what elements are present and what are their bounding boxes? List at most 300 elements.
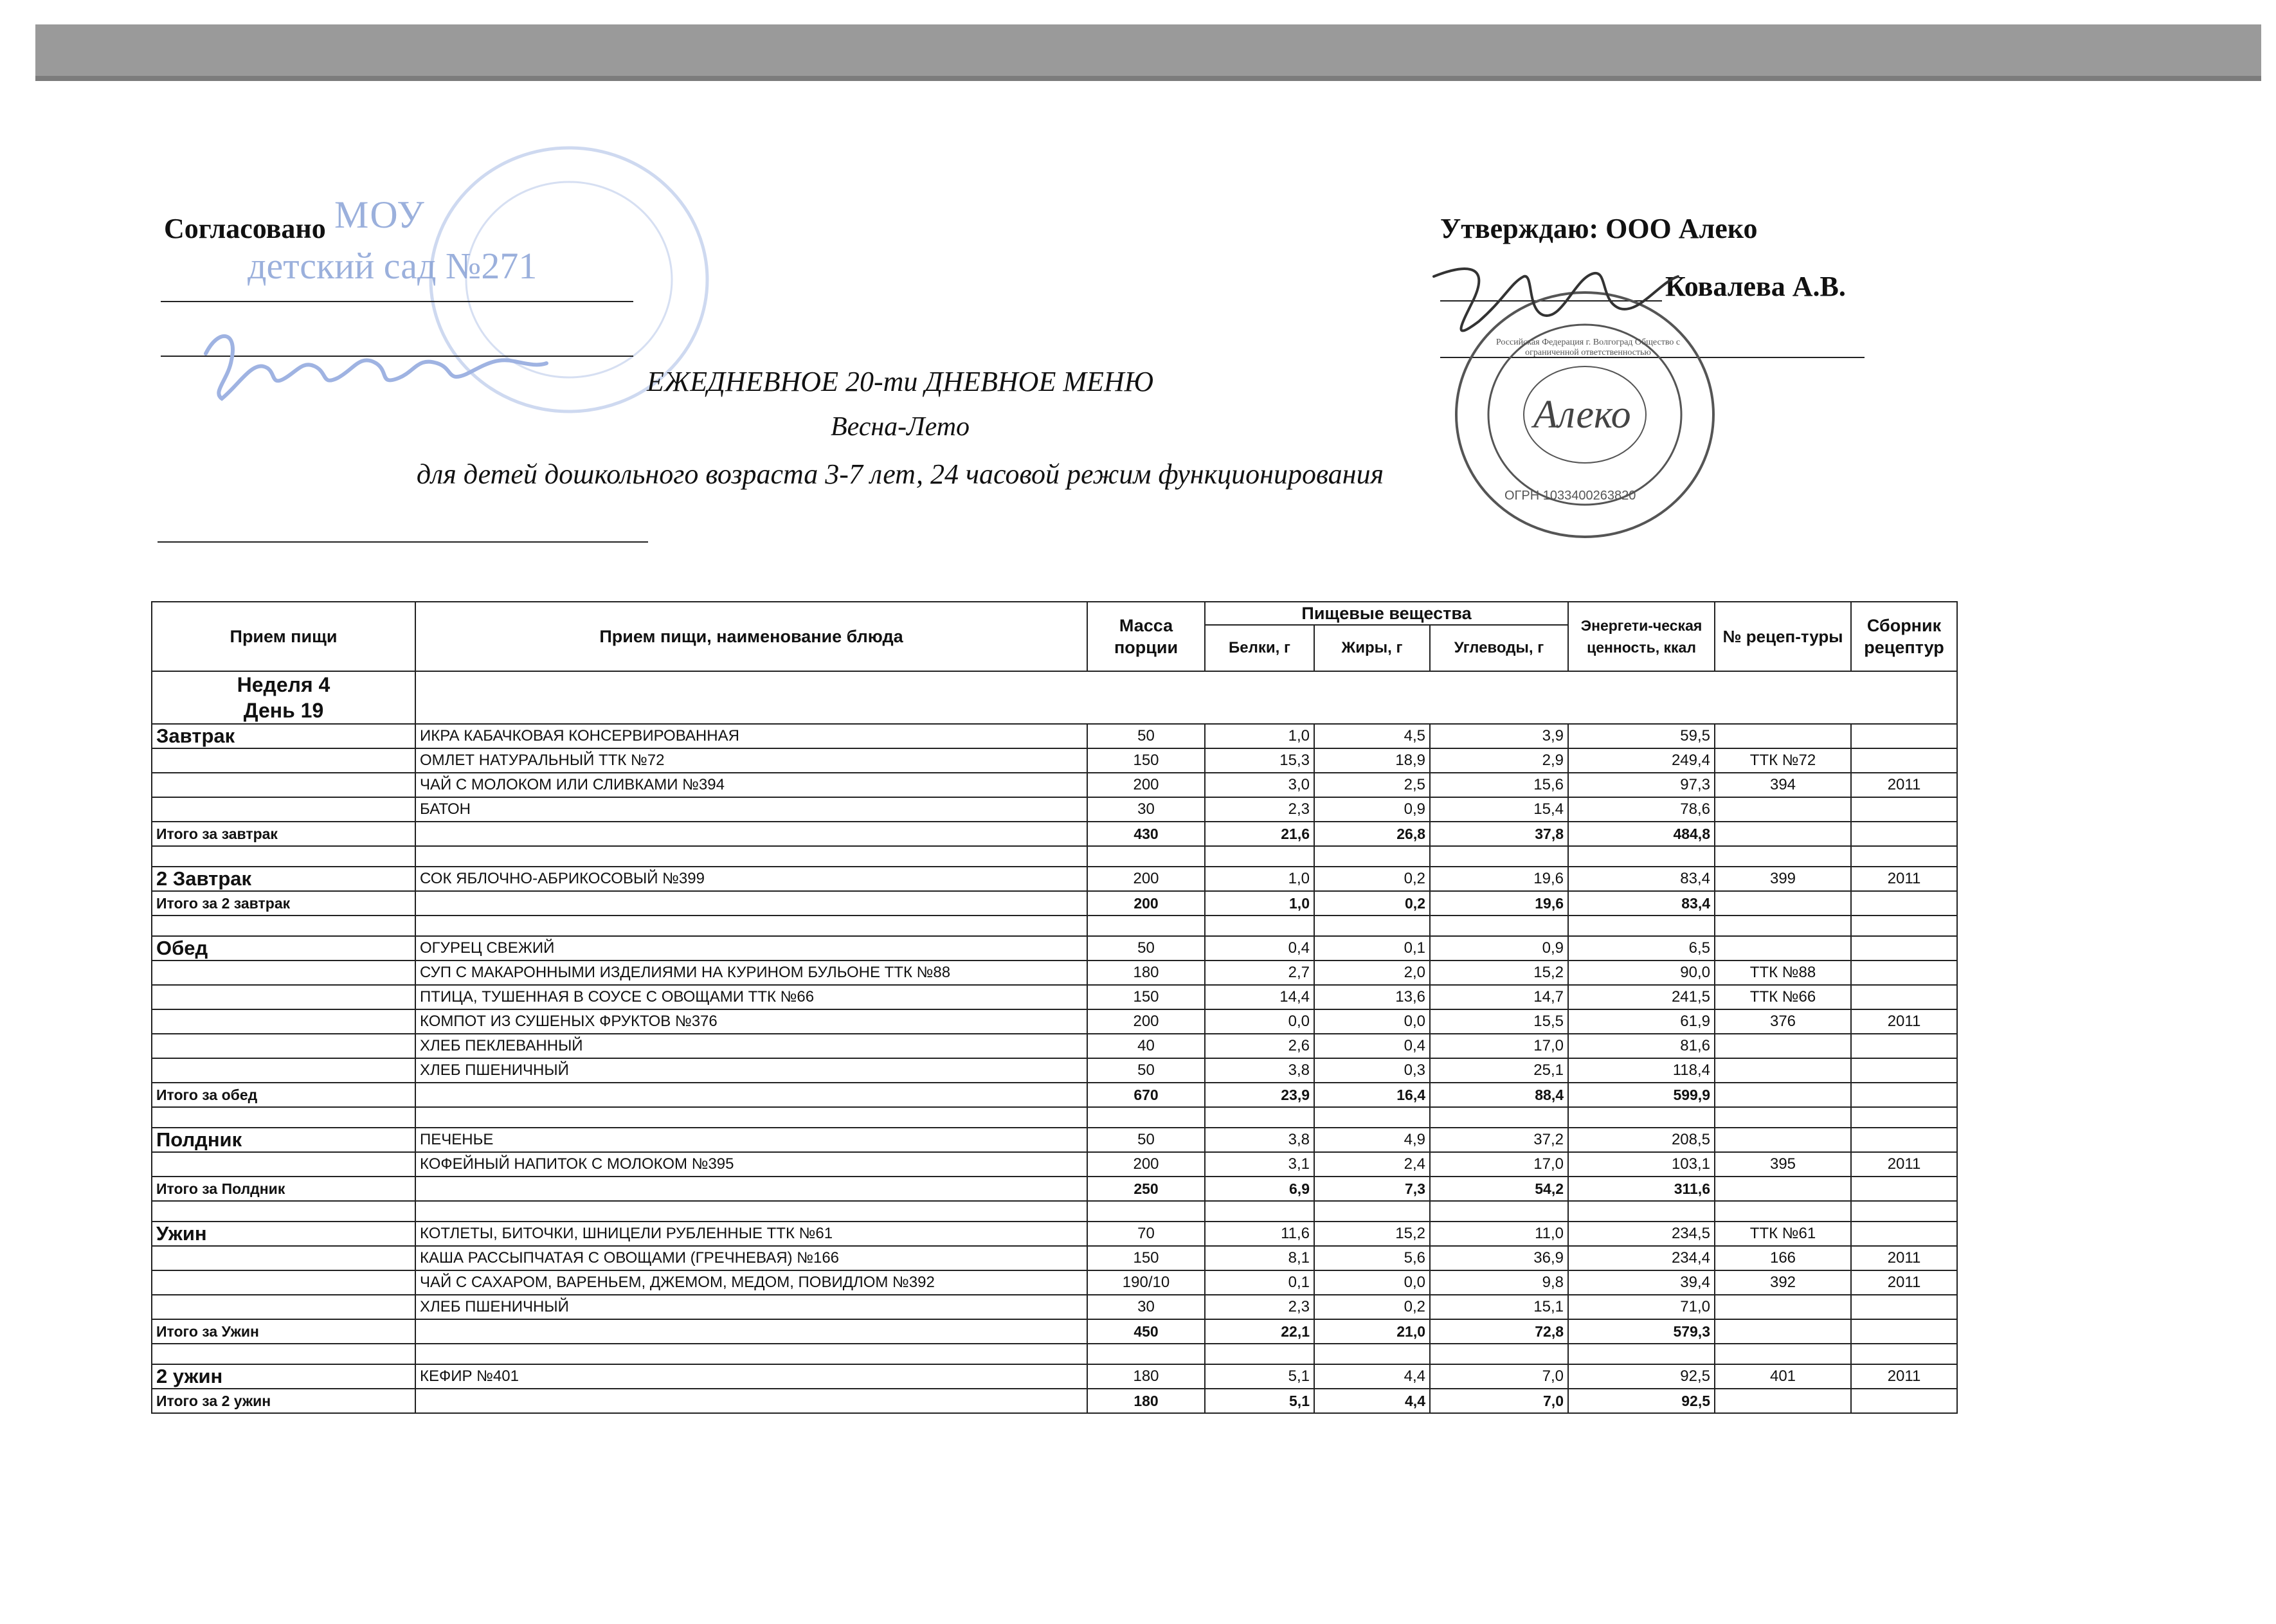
spacer-row [152, 1201, 1957, 1222]
fat-cell: 15,2 [1314, 1222, 1430, 1246]
carbs-cell: 37,2 [1430, 1128, 1568, 1152]
table-row [152, 1222, 1957, 1246]
table-row [152, 961, 1957, 985]
mass-cell: 150 [1087, 1246, 1205, 1270]
table-row [152, 797, 1957, 822]
header-recipe: № рецеп-туры [1715, 602, 1851, 671]
meal-cell: Ужин [152, 1222, 415, 1246]
collection-cell [1851, 891, 1957, 916]
recipe-cell [1715, 936, 1851, 961]
collection-cell [1851, 1177, 1957, 1201]
table-row [152, 1009, 1957, 1034]
recipe-cell: 166 [1715, 1246, 1851, 1270]
energy-cell: 39,4 [1568, 1270, 1715, 1295]
protein-cell: 2,6 [1205, 1034, 1314, 1058]
spacer-cell [1568, 1344, 1715, 1364]
carbs-cell: 15,2 [1430, 961, 1568, 985]
table-row [152, 748, 1957, 773]
spacer-cell [415, 916, 1087, 936]
carbs-cell: 3,9 [1430, 724, 1568, 748]
table-row [152, 1128, 1957, 1152]
header-energy: Энергети-ческая ценность, ккал [1568, 602, 1715, 671]
collection-cell [1851, 797, 1957, 822]
spacer-cell [152, 1201, 415, 1222]
meal-cell: Полдник [152, 1128, 415, 1152]
recipe-cell [1715, 1389, 1851, 1413]
collection-cell [1851, 1389, 1957, 1413]
energy-cell: 61,9 [1568, 1009, 1715, 1034]
fat-cell: 4,4 [1314, 1364, 1430, 1389]
fat-cell: 4,4 [1314, 1389, 1430, 1413]
meal-cell [152, 961, 415, 985]
energy-cell: 6,5 [1568, 936, 1715, 961]
spacer-row [152, 1107, 1957, 1128]
mass-cell: 50 [1087, 936, 1205, 961]
carbs-cell: 11,0 [1430, 1222, 1568, 1246]
stamp-org-line2: детский сад №271 [248, 245, 537, 287]
protein-cell: 3,0 [1205, 773, 1314, 797]
meal-cell [152, 1152, 415, 1177]
meal-cell [152, 1034, 415, 1058]
energy-cell: 83,4 [1568, 891, 1715, 916]
header-meal: Прием пищи [152, 602, 415, 671]
collection-cell: 2011 [1851, 1246, 1957, 1270]
dish-cell: КОФЕЙНЫЙ НАПИТОК С МОЛОКОМ №395 [415, 1152, 1087, 1177]
collection-cell [1851, 961, 1957, 985]
mass-cell: 50 [1087, 1128, 1205, 1152]
energy-cell: 208,5 [1568, 1128, 1715, 1152]
collection-cell [1851, 936, 1957, 961]
agreed-signature-line-3 [158, 541, 648, 543]
mass-cell: 200 [1087, 1009, 1205, 1034]
mass-cell: 30 [1087, 797, 1205, 822]
spacer-cell [1715, 1201, 1851, 1222]
recipe-cell: 376 [1715, 1009, 1851, 1034]
header-mass: Масса порции [1087, 602, 1205, 671]
spacer-cell [1430, 1201, 1568, 1222]
fat-cell: 18,9 [1314, 748, 1430, 773]
energy-cell: 92,5 [1568, 1389, 1715, 1413]
fat-cell: 26,8 [1314, 822, 1430, 846]
spacer-cell [415, 846, 1087, 867]
fat-cell: 0,2 [1314, 1295, 1430, 1319]
stamp-ring-text: Российская Федерация г. Волгоград Общество с ограниченной ответственностью [1495, 338, 1681, 357]
fat-cell: 0,2 [1314, 891, 1430, 916]
spacer-cell [152, 1344, 415, 1364]
carbs-cell: 14,7 [1430, 985, 1568, 1009]
week-day-empty [415, 671, 1957, 724]
dish-cell [415, 822, 1087, 846]
dish-cell: СОК ЯБЛОЧНО-АБРИКОСОВЫЙ №399 [415, 867, 1087, 891]
spacer-cell [1087, 1107, 1205, 1128]
recipe-cell [1715, 1034, 1851, 1058]
protein-cell: 14,4 [1205, 985, 1314, 1009]
spacer-cell [1087, 846, 1205, 867]
spacer-cell [1715, 1107, 1851, 1128]
meal-cell [152, 797, 415, 822]
spacer-cell [1851, 916, 1957, 936]
carbs-cell: 72,8 [1430, 1319, 1568, 1344]
carbs-cell: 7,0 [1430, 1364, 1568, 1389]
stamp-org-line1: МОУ [334, 194, 426, 236]
collection-cell [1851, 748, 1957, 773]
carbs-cell: 88,4 [1430, 1083, 1568, 1107]
mass-cell: 200 [1087, 867, 1205, 891]
header-collection: Сборник рецептур [1851, 602, 1957, 671]
recipe-cell [1715, 724, 1851, 748]
energy-cell: 97,3 [1568, 773, 1715, 797]
collection-cell: 2011 [1851, 1270, 1957, 1295]
carbs-cell: 54,2 [1430, 1177, 1568, 1201]
menu-table-body [152, 671, 1957, 1413]
protein-cell: 2,3 [1205, 797, 1314, 822]
total-row [152, 1177, 1957, 1201]
stamp-center-text: Алеко [1533, 393, 1631, 437]
dish-cell: БАТОН [415, 797, 1087, 822]
recipe-cell [1715, 797, 1851, 822]
carbs-cell: 15,4 [1430, 797, 1568, 822]
table-row [152, 936, 1957, 961]
mass-cell: 50 [1087, 724, 1205, 748]
mass-cell: 200 [1087, 891, 1205, 916]
spacer-cell [1430, 916, 1568, 936]
dish-cell: КОМПОТ ИЗ СУШЕНЫХ ФРУКТОВ №376 [415, 1009, 1087, 1034]
meal-cell [152, 1270, 415, 1295]
fat-cell: 5,6 [1314, 1246, 1430, 1270]
recipe-cell [1715, 822, 1851, 846]
scan-border-top [35, 24, 2261, 81]
meal-cell [152, 1295, 415, 1319]
table-row [152, 773, 1957, 797]
meal-cell: Итого за 2 ужин [152, 1389, 415, 1413]
total-row [152, 822, 1957, 846]
agreed-label: Согласовано [164, 213, 326, 244]
header-carbs: Углеводы, г [1430, 625, 1568, 671]
mass-cell: 40 [1087, 1034, 1205, 1058]
recipe-cell [1715, 1058, 1851, 1083]
carbs-cell: 15,5 [1430, 1009, 1568, 1034]
mass-cell: 200 [1087, 773, 1205, 797]
week-label: Неделя 4 [237, 673, 330, 696]
dish-cell: ИКРА КАБАЧКОВАЯ КОНСЕРВИРОВАННАЯ [415, 724, 1087, 748]
spacer-cell [1851, 1344, 1957, 1364]
mass-cell: 70 [1087, 1222, 1205, 1246]
protein-cell: 3,1 [1205, 1152, 1314, 1177]
total-row [152, 1319, 1957, 1344]
menu-table [151, 601, 1958, 1414]
carbs-cell: 37,8 [1430, 822, 1568, 846]
fat-cell: 13,6 [1314, 985, 1430, 1009]
spacer-cell [1314, 1107, 1430, 1128]
energy-cell: 234,4 [1568, 1246, 1715, 1270]
fat-cell: 16,4 [1314, 1083, 1430, 1107]
meal-cell: 2 Завтрак [152, 867, 415, 891]
meal-cell [152, 1246, 415, 1270]
mass-cell: 30 [1087, 1295, 1205, 1319]
collection-cell [1851, 724, 1957, 748]
collection-cell [1851, 985, 1957, 1009]
collection-cell [1851, 1034, 1957, 1058]
recipe-cell: ТТК №66 [1715, 985, 1851, 1009]
fat-cell: 4,9 [1314, 1128, 1430, 1152]
mass-cell: 190/10 [1087, 1270, 1205, 1295]
energy-cell: 83,4 [1568, 867, 1715, 891]
meal-cell: Итого за 2 завтрак [152, 891, 415, 916]
fat-cell: 0,4 [1314, 1034, 1430, 1058]
spacer-cell [1205, 1344, 1314, 1364]
collection-cell [1851, 1295, 1957, 1319]
header-nutrients: Пищевые вещества [1205, 602, 1568, 625]
mass-cell: 200 [1087, 1152, 1205, 1177]
header-dish: Прием пищи, наименование блюда [415, 602, 1087, 671]
total-row [152, 1083, 1957, 1107]
carbs-cell: 19,6 [1430, 867, 1568, 891]
carbs-cell: 25,1 [1430, 1058, 1568, 1083]
carbs-cell: 9,8 [1430, 1270, 1568, 1295]
mass-cell: 50 [1087, 1058, 1205, 1083]
recipe-cell: 401 [1715, 1364, 1851, 1389]
season-subtitle: Весна-Лето [830, 412, 970, 442]
table-row [152, 867, 1957, 891]
spacer-cell [415, 1344, 1087, 1364]
spacer-cell [152, 1107, 415, 1128]
meal-cell: Обед [152, 936, 415, 961]
protein-cell: 0,1 [1205, 1270, 1314, 1295]
meal-cell [152, 773, 415, 797]
carbs-cell: 17,0 [1430, 1152, 1568, 1177]
spacer-cell [1568, 916, 1715, 936]
spacer-cell [1314, 916, 1430, 936]
recipe-cell: ТТК №61 [1715, 1222, 1851, 1246]
scan-border-shadow [35, 76, 2261, 81]
fat-cell: 2,4 [1314, 1152, 1430, 1177]
recipe-cell: 395 [1715, 1152, 1851, 1177]
spacer-cell [1205, 1201, 1314, 1222]
collection-cell [1851, 822, 1957, 846]
protein-cell: 2,7 [1205, 961, 1314, 985]
energy-cell: 241,5 [1568, 985, 1715, 1009]
collection-cell [1851, 1128, 1957, 1152]
dish-cell [415, 891, 1087, 916]
carbs-cell: 36,9 [1430, 1246, 1568, 1270]
protein-cell: 1,0 [1205, 724, 1314, 748]
protein-cell: 11,6 [1205, 1222, 1314, 1246]
mass-cell: 150 [1087, 748, 1205, 773]
energy-cell: 599,9 [1568, 1083, 1715, 1107]
energy-cell: 81,6 [1568, 1034, 1715, 1058]
recipe-cell [1715, 1128, 1851, 1152]
spacer-cell [1314, 846, 1430, 867]
header-fat: Жиры, г [1314, 625, 1430, 671]
dish-cell [415, 1319, 1087, 1344]
meal-cell: Завтрак [152, 724, 415, 748]
energy-cell: 234,5 [1568, 1222, 1715, 1246]
carbs-cell: 15,1 [1430, 1295, 1568, 1319]
spacer-cell [1430, 1107, 1568, 1128]
spacer-cell [1205, 1107, 1314, 1128]
recipe-cell [1715, 1177, 1851, 1201]
header-protein: Белки, г [1205, 625, 1314, 671]
protein-cell: 8,1 [1205, 1246, 1314, 1270]
protein-cell: 23,9 [1205, 1083, 1314, 1107]
table-row [152, 1270, 1957, 1295]
meal-cell: 2 ужин [152, 1364, 415, 1389]
spacer-cell [1568, 846, 1715, 867]
carbs-cell: 17,0 [1430, 1034, 1568, 1058]
dish-cell: ОГУРЕЦ СВЕЖИЙ [415, 936, 1087, 961]
fat-cell: 0,0 [1314, 1270, 1430, 1295]
fat-cell: 7,3 [1314, 1177, 1430, 1201]
mass-cell: 180 [1087, 961, 1205, 985]
carbs-cell: 2,9 [1430, 748, 1568, 773]
collection-cell [1851, 1222, 1957, 1246]
recipe-cell: ТТК №72 [1715, 748, 1851, 773]
spacer-cell [1314, 1344, 1430, 1364]
menu-title: ЕЖЕДНЕВНОЕ 20-ти ДНЕВНОЕ МЕНЮ [646, 366, 1154, 397]
mass-cell: 150 [1087, 985, 1205, 1009]
mass-cell: 180 [1087, 1364, 1205, 1389]
meal-cell [152, 985, 415, 1009]
meal-cell [152, 748, 415, 773]
recipe-cell [1715, 1319, 1851, 1344]
dish-cell: КОТЛЕТЫ, БИТОЧКИ, ШНИЦЕЛИ РУБЛЕННЫЕ ТТК №61 [415, 1222, 1087, 1246]
protein-cell: 15,3 [1205, 748, 1314, 773]
fat-cell: 2,0 [1314, 961, 1430, 985]
table-row [152, 1058, 1957, 1083]
carbs-cell: 15,6 [1430, 773, 1568, 797]
mass-cell: 450 [1087, 1319, 1205, 1344]
dish-cell: ХЛЕБ ПЕКЛЕВАННЫЙ [415, 1034, 1087, 1058]
spacer-cell [1430, 846, 1568, 867]
meal-cell: Итого за Ужин [152, 1319, 415, 1344]
protein-cell: 1,0 [1205, 891, 1314, 916]
recipe-cell [1715, 891, 1851, 916]
total-row [152, 891, 1957, 916]
table-row [152, 1246, 1957, 1270]
energy-cell: 92,5 [1568, 1364, 1715, 1389]
energy-cell: 579,3 [1568, 1319, 1715, 1344]
collection-cell: 2011 [1851, 1152, 1957, 1177]
spacer-cell [1205, 916, 1314, 936]
carbs-cell: 7,0 [1430, 1389, 1568, 1413]
meal-cell: Итого за завтрак [152, 822, 415, 846]
mass-cell: 180 [1087, 1389, 1205, 1413]
protein-cell: 5,1 [1205, 1389, 1314, 1413]
recipe-cell [1715, 1295, 1851, 1319]
spacer-cell [1314, 1201, 1430, 1222]
mass-cell: 430 [1087, 822, 1205, 846]
dish-cell: ЧАЙ С МОЛОКОМ ИЛИ СЛИВКАМИ №394 [415, 773, 1087, 797]
dish-cell: ОМЛЕТ НАТУРАЛЬНЫЙ ТТК №72 [415, 748, 1087, 773]
dish-cell: КЕФИР №401 [415, 1364, 1087, 1389]
approve-label: Утверждаю: ООО Алеко [1440, 213, 1758, 244]
fat-cell: 0,3 [1314, 1058, 1430, 1083]
recipe-cell: 392 [1715, 1270, 1851, 1295]
spacer-cell [152, 846, 415, 867]
fat-cell: 21,0 [1314, 1319, 1430, 1344]
collection-cell [1851, 1058, 1957, 1083]
energy-cell: 78,6 [1568, 797, 1715, 822]
protein-cell: 1,0 [1205, 867, 1314, 891]
protein-cell: 3,8 [1205, 1128, 1314, 1152]
dish-cell: ЧАЙ С САХАРОМ, ВАРЕНЬЕМ, ДЖЕМОМ, МЕДОМ, ПОВИДЛОМ №392 [415, 1270, 1087, 1295]
table-row [152, 1034, 1957, 1058]
fat-cell: 0,1 [1314, 936, 1430, 961]
spacer-cell [1087, 1344, 1205, 1364]
energy-cell: 103,1 [1568, 1152, 1715, 1177]
collection-cell: 2011 [1851, 1009, 1957, 1034]
spacer-cell [1568, 1107, 1715, 1128]
spacer-row [152, 916, 1957, 936]
spacer-cell [1851, 1201, 1957, 1222]
energy-cell: 311,6 [1568, 1177, 1715, 1201]
protein-cell: 3,8 [1205, 1058, 1314, 1083]
spacer-cell [1715, 846, 1851, 867]
collection-cell: 2011 [1851, 773, 1957, 797]
energy-cell: 71,0 [1568, 1295, 1715, 1319]
spacer-cell [1087, 1201, 1205, 1222]
energy-cell: 484,8 [1568, 822, 1715, 846]
approver-name: Ковалева А.В. [1665, 271, 1846, 302]
spacer-cell [1568, 1201, 1715, 1222]
collection-cell: 2011 [1851, 867, 1957, 891]
spacer-cell [1851, 1107, 1957, 1128]
protein-cell: 0,0 [1205, 1009, 1314, 1034]
dish-cell: ПЕЧЕНЬЕ [415, 1128, 1087, 1152]
recipe-cell: 394 [1715, 773, 1851, 797]
spacer-cell [415, 1107, 1087, 1128]
fat-cell: 4,5 [1314, 724, 1430, 748]
right-handwritten-signature [1414, 238, 1710, 360]
fat-cell: 0,9 [1314, 797, 1430, 822]
audience-subtitle: для детей дошкольного возраста 3-7 лет, 24 часовой режим функционирования [416, 458, 1384, 490]
protein-cell: 0,4 [1205, 936, 1314, 961]
energy-cell: 90,0 [1568, 961, 1715, 985]
week-day-row [152, 671, 1957, 724]
protein-cell: 2,3 [1205, 1295, 1314, 1319]
spacer-row [152, 846, 1957, 867]
dish-cell: ПТИЦА, ТУШЕННАЯ В СОУСЕ С ОВОЩАМИ ТТК №66 [415, 985, 1087, 1009]
fat-cell: 0,2 [1314, 867, 1430, 891]
spacer-cell [152, 916, 415, 936]
energy-cell: 118,4 [1568, 1058, 1715, 1083]
protein-cell: 21,6 [1205, 822, 1314, 846]
spacer-cell [1087, 916, 1205, 936]
table-row [152, 1364, 1957, 1389]
spacer-row [152, 1344, 1957, 1364]
spacer-cell [1715, 1344, 1851, 1364]
dish-cell: СУП С МАКАРОННЫМИ ИЗДЕЛИЯМИ НА КУРИНОМ БУЛЬОНЕ ТТК №88 [415, 961, 1087, 985]
meal-cell: Итого за обед [152, 1083, 415, 1107]
carbs-cell: 0,9 [1430, 936, 1568, 961]
mass-cell: 250 [1087, 1177, 1205, 1201]
collection-cell: 2011 [1851, 1364, 1957, 1389]
meal-cell [152, 1058, 415, 1083]
dish-cell [415, 1177, 1087, 1201]
stamp-ogrn-text: ОГРН 1033400263820 [1504, 489, 1636, 503]
dish-cell [415, 1083, 1087, 1107]
energy-cell: 59,5 [1568, 724, 1715, 748]
protein-cell: 5,1 [1205, 1364, 1314, 1389]
dish-cell [415, 1389, 1087, 1413]
total-row [152, 1389, 1957, 1413]
protein-cell: 6,9 [1205, 1177, 1314, 1201]
spacer-cell [415, 1201, 1087, 1222]
dish-cell: ХЛЕБ ПШЕНИЧНЫЙ [415, 1058, 1087, 1083]
dish-cell: ХЛЕБ ПШЕНИЧНЫЙ [415, 1295, 1087, 1319]
spacer-cell [1851, 846, 1957, 867]
fat-cell: 0,0 [1314, 1009, 1430, 1034]
